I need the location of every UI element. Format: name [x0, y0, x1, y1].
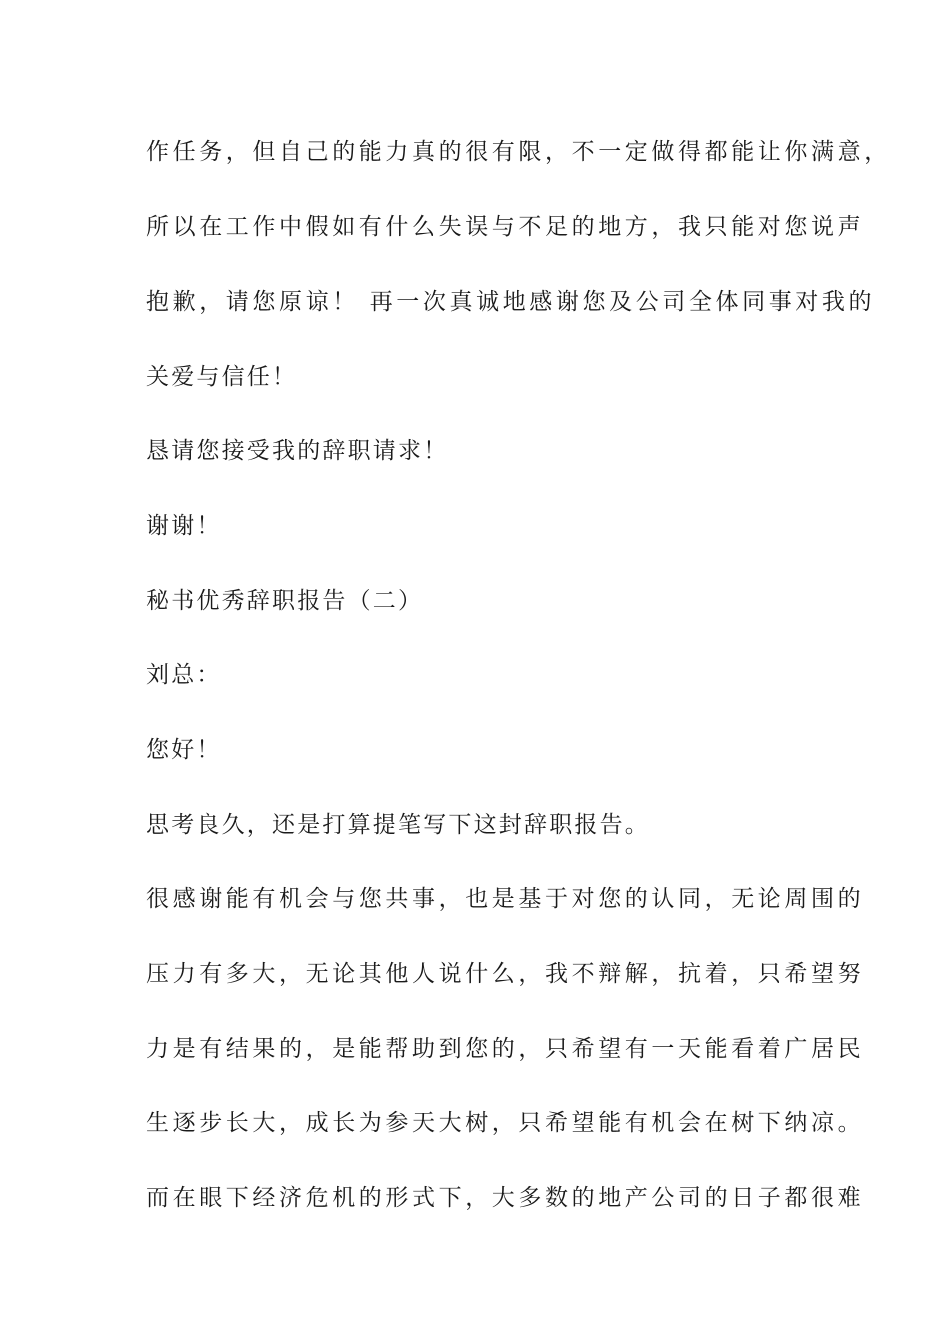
body-text-line: 抱歉，请您原谅！ 再一次真诚地感谢您及公司全体同事对我的 [146, 289, 876, 315]
salutation: 刘总： [146, 662, 222, 688]
body-text-line: 生逐步长大，成长为参天大树，只希望能有机会在树下纳凉。 [146, 1110, 865, 1136]
greeting: 您好！ [146, 737, 222, 763]
thanks-line: 谢谢！ [146, 513, 222, 539]
body-text-line: 而在眼下经济危机的形式下，大多数的地产公司的日子都很难 [146, 1185, 865, 1211]
body-text-line: 力是有结果的，是能帮助到您的，只希望有一天能看着广居民 [146, 1036, 865, 1062]
section-title: 秘书优秀辞职报告（二） [146, 588, 424, 614]
body-text-line: 关爱与信任！ [146, 364, 298, 390]
body-text-line: 作任务，但自己的能力真的很有限，不一定做得都能让你满意， [146, 139, 891, 165]
body-text-line: 思考良久，还是打算提笔写下这封辞职报告。 [146, 812, 650, 838]
body-text-line: 所以在工作中假如有什么失误与不足的地方，我只能对您说声 [146, 214, 865, 240]
closing-request: 恳请您接受我的辞职请求！ [146, 438, 449, 464]
body-text-line: 很感谢能有机会与您共事，也是基于对您的认同，无论周围的 [146, 886, 865, 912]
body-text-line: 压力有多大，无论其他人说什么，我不辩解，抗着，只希望努 [146, 961, 865, 987]
